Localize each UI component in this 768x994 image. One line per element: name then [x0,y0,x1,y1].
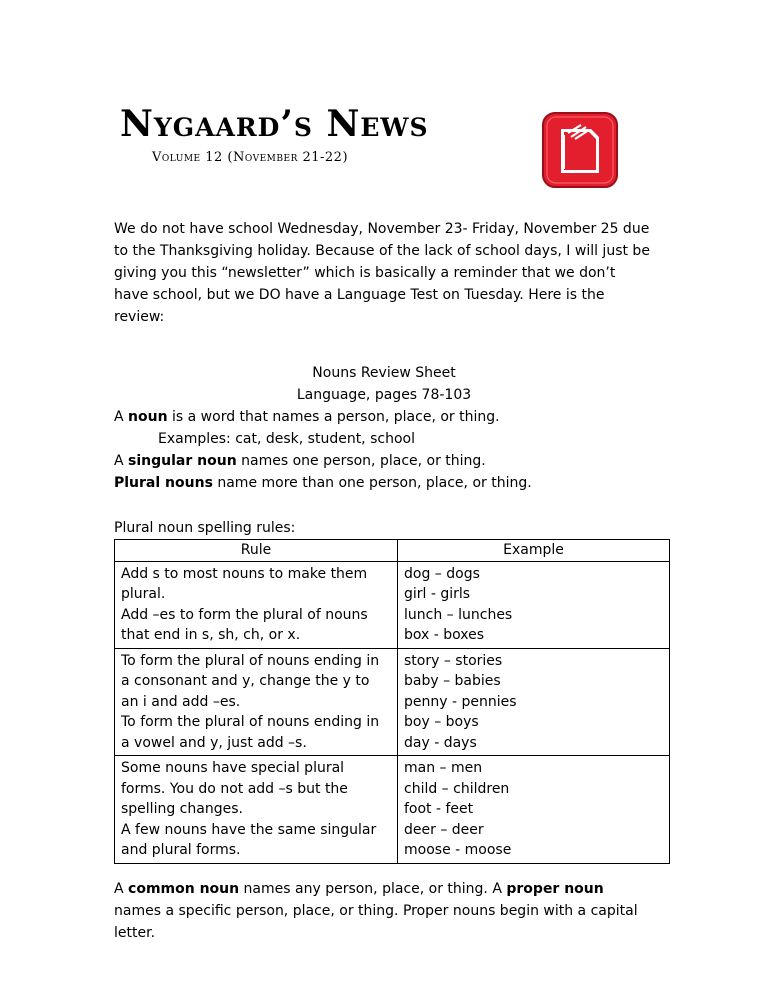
masthead [120,103,540,165]
example-text: child – children [404,780,510,797]
term-singular-noun: singular noun [128,453,237,469]
table-row [115,561,670,648]
intro-paragraph: We do not have school Wednesday, November 23- Friday, November 25 due to the Thanksgiving holiday. Because of the lack of school days, I will just be giving you this “newsletter” which is basically a reminder that we don’t have school, but we DO have a Language Test on Tuesday. Here is the review: [114,221,650,325]
common-proper-paragraph [114,878,654,944]
book-icon [541,111,619,189]
review-title: Nouns Review Sheet [312,365,456,381]
rule-cell [115,756,398,864]
plural-definition [114,472,654,494]
review-subtitle: Language, pages 78-103 [296,387,472,403]
example-cell [398,648,670,756]
spelling-rules-label: Plural noun spelling rules: [114,520,296,536]
spelling-rules-table [114,539,670,864]
example-text: man – men [404,760,483,776]
newsletter-body [114,218,654,958]
rule-text: To form the plural of nouns ending in a vowel and y, just add –s. [121,714,380,751]
example-text: moose - moose [404,842,512,858]
example-text: penny - pennies [404,693,517,710]
rule-text: Add –es to form the plural of nouns that end in s, sh, ch, or x. [121,606,368,643]
rule-text: A few nouns have the same singular and plural forms. [121,821,377,858]
rule-column-header: Rule [115,540,398,562]
singular-definition [114,450,654,472]
text: names a specific person, place, or thing. Proper nouns begin with a capital letter. [114,902,638,941]
term-plural-nouns: Plural nouns [114,475,213,491]
rule-text: To form the plural of nouns ending in a consonant and y, change the y to an i and add –es. [121,652,380,710]
text: is a word that names a person, place, or thing. [167,409,500,425]
rule-cell [115,561,398,648]
example-text: lunch – lunches [404,606,513,623]
text: names any person, place, or thing. A [239,880,507,897]
term-common-noun: common noun [128,880,240,897]
rule-text: Add s to most nouns to make them plural. [121,565,368,602]
table-row [115,648,670,756]
text: names one person, place, or thing. [236,453,486,469]
example-text: box - boxes [404,627,485,643]
term-proper-noun: proper noun [506,880,604,897]
table-row [115,756,670,864]
review-heading [114,362,654,406]
example-cell [398,756,670,864]
text: name more than one person, place, or thing. [212,475,532,491]
table-header-row [115,540,670,562]
example-column-header: Example [398,540,670,562]
noun-definitions [114,406,654,494]
noun-definition [114,406,654,428]
example-text: foot - feet [404,801,474,817]
rule-cell [115,648,398,756]
volume-line: Volume 12 (November 21-22) [152,150,349,165]
rule-text: Some nouns have special plural forms. You do not add –s but the spelling changes. [121,760,348,817]
text: A [114,409,129,425]
example-text: baby – babies [404,673,501,689]
example-text: deer – deer [404,821,484,838]
example-text: dog – dogs [404,565,480,582]
newsletter-title: Nygaard’s News [120,103,429,145]
example-cell [398,561,670,648]
noun-examples: Examples: cat, desk, student, school [158,431,415,447]
term-noun: noun [128,409,168,425]
example-text: boy – boys [404,714,479,730]
example-text: story – stories [404,652,503,669]
example-text: girl - girls [404,586,471,602]
example-text: day - days [404,734,477,751]
text: A [114,880,129,897]
text: A [114,453,129,469]
